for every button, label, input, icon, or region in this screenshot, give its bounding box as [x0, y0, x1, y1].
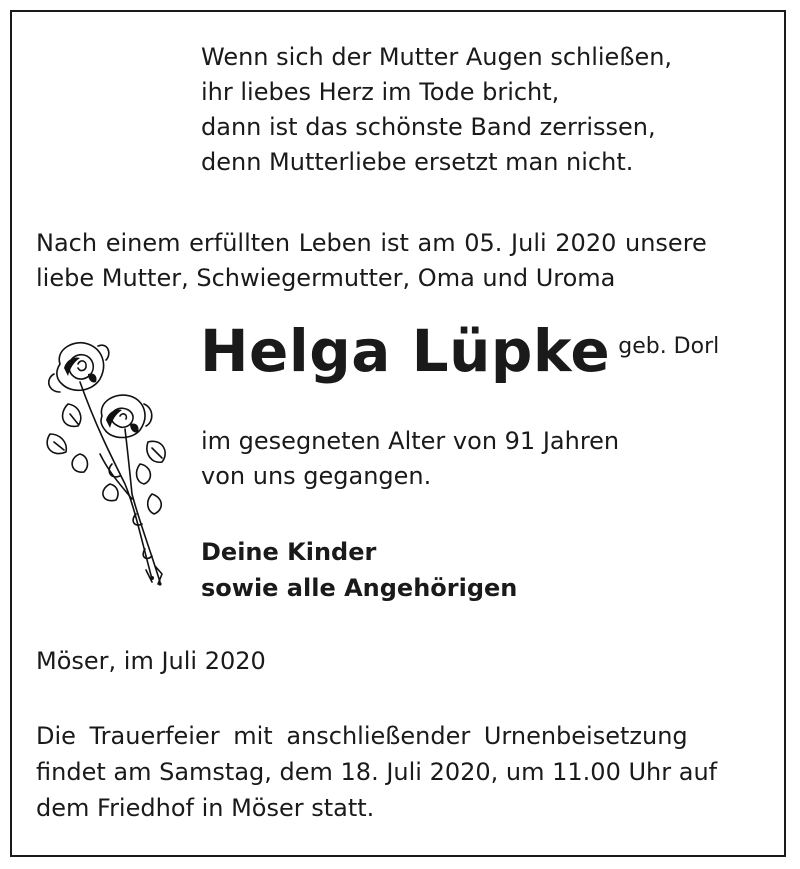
intro-text: [36, 226, 766, 296]
poem-line: denn Mutterliebe ersetzt man nicht.: [201, 148, 634, 176]
funeral-line: Die Trauerfeier mit anschließender Urnenbeisetzung: [36, 722, 688, 750]
funeral-line: dem Friedhof in Möser statt.: [36, 794, 375, 822]
mourners: [201, 534, 517, 606]
maiden-name: geb. Dorl: [618, 334, 720, 359]
memorial-poem: [201, 40, 672, 180]
intro-line: Nach einem erfüllten Leben ist am 05. Juli 2020 unsere: [36, 229, 707, 257]
age-line: im gesegneten Alter von 91 Jahren: [201, 427, 620, 455]
age-text: [201, 424, 619, 494]
funeral-notice: [36, 718, 717, 826]
mourner-line: Deine Kinder: [201, 538, 377, 566]
place-date: Möser, im Juli 2020: [36, 647, 266, 675]
deceased-name-line: [200, 316, 719, 386]
poem-line: Wenn sich der Mutter Augen schließen,: [201, 43, 673, 71]
intro-line: liebe Mutter, Schwiegermutter, Oma und Uroma: [36, 264, 616, 292]
age-line: von uns gegangen.: [201, 462, 432, 490]
funeral-line: findet am Samstag, dem 18. Juli 2020, um 11.00 Uhr auf: [36, 758, 718, 786]
poem-line: dann ist das schönste Band zerrissen,: [201, 113, 656, 141]
mourner-line: sowie alle Angehörigen: [201, 574, 518, 602]
poem-line: ihr liebes Herz im Tode bricht,: [201, 78, 560, 106]
deceased-name: Helga Lüpke: [200, 317, 611, 385]
rose-bouquet-icon: [40, 334, 175, 596]
